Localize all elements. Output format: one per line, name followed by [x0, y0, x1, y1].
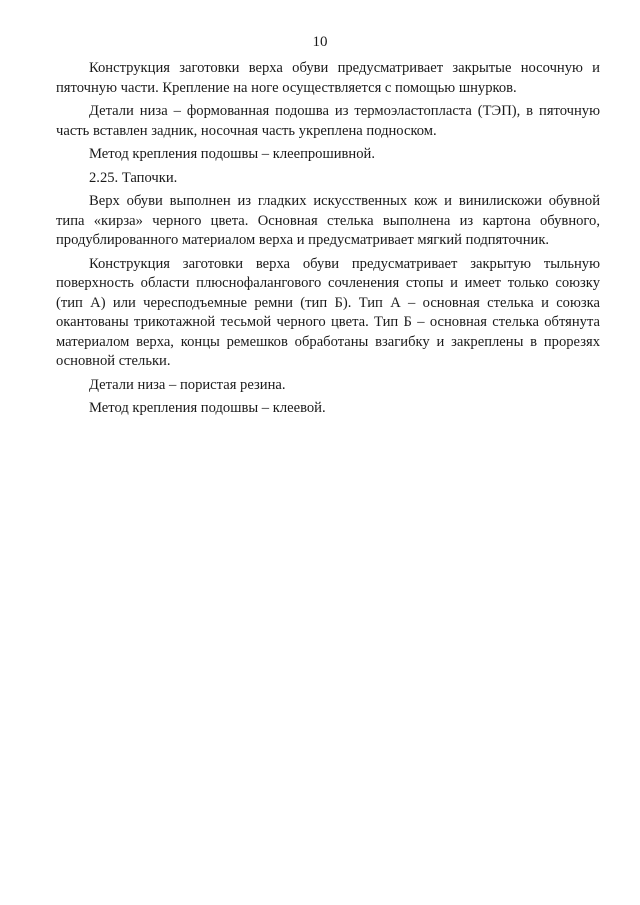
paragraph-slippers-sole-details: Детали низа – пористая резина.: [89, 376, 286, 393]
paragraph-slippers-attachment-method: Метод крепления подошвы – клеевой.: [89, 400, 326, 416]
paragraph-sole-attachment-method: Метод крепления подошвы – клеепрошивной.: [89, 146, 375, 162]
paragraph-slippers-upper: Верх обуви выполнен из гладких искусственных кож и винилискожи обувной типа «кирза» черного цвета. Основная стелька выполнена из картона обувного, продублированного материалом верха и предусматривает мягкий подпяточник.: [56, 193, 600, 248]
section-heading-slippers: 2.25. Тапочки.: [89, 169, 178, 186]
paragraph-slippers-construction: Конструкция заготовки верха обуви предусматривает закрытую тыльную поверхность области плюснофалангового сочленения стопы и имеет только союзку (тип А) или чересподъемные ремни (тип Б). Тип А – основная стелька и союзка окантованы трикотажной тесьмой черного цвета. Тип Б – основная стелька обтянута материалом верха, концы ремешков обработаны взагибку и закреплены в прорезях основной стельки.: [56, 255, 600, 369]
paragraph-sole-details: Детали низа – формованная подошва из термоэластопласта (ТЭП), в пяточную часть вставлен задник, носочная часть укреплена подноском.: [56, 103, 600, 139]
body-text: [56, 59, 600, 419]
paragraph-upper-construction: Конструкция заготовки верха обуви предусматривает закрытые носочную и пяточную части. Крепление на ноге осуществляется с помощью шнурков.: [56, 60, 600, 96]
page-number: 10: [312, 34, 328, 50]
